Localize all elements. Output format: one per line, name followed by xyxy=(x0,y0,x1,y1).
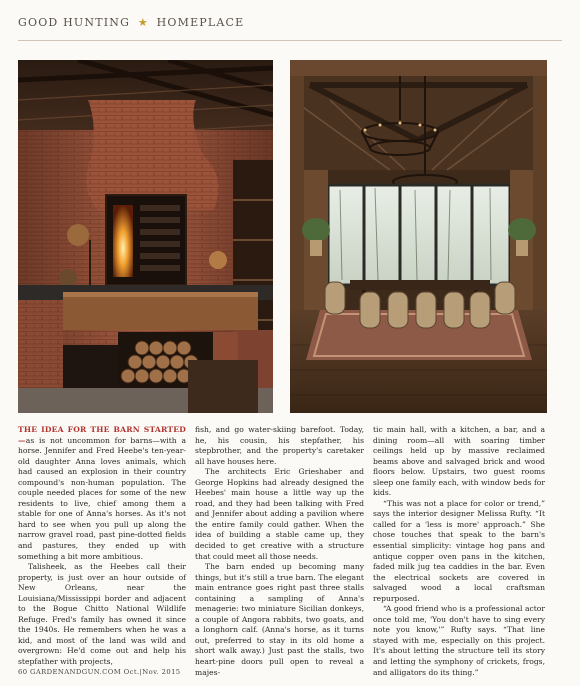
article-column-2 xyxy=(195,425,364,678)
page-footer xyxy=(18,668,181,676)
subsection-title: HOMEPLACE xyxy=(156,16,245,29)
article-column-3 xyxy=(373,425,545,678)
lead-in: THE IDEA FOR THE BARN STARTED— xyxy=(18,425,186,445)
article-paragraph xyxy=(18,425,186,562)
article-paragraph: “A good friend who is a professional actor once told me, 'You don't have to sing every note you know,'” Rufty says. “That line stayed with me, especially on this project. It's about letting the structure tell its story and letting the symphony of crickets, frogs, and alligators do its thing.” xyxy=(373,604,545,677)
paragraph-text: as is not uncommon for barns—with a horse. Jennifer and Fred Heebe's ten-year-old daughter Anna loves animals, which had caused an explosion in their country compound's non-human population. The couple needed places for some of the new residents to live, chief among them a stable for one of Anna's horses. As it's not hard to see when you pull up along the narrow gravel road, past pine-dotted fields and pastures, they ended up with something a bit more ambitious. xyxy=(18,435,186,561)
dining-hall-illustration xyxy=(290,60,547,413)
hearth-photo xyxy=(18,60,273,413)
article-paragraph: The architects Eric Grieshaber and George Hopkins had already designed the Heebes' main house a little way up the road, and they had been talking with Fred and Jennifer about adding a pavilion where the entire family could gather. When the idea of building a stable came up, they decided to get creative with a structure that could meet all those needs. xyxy=(195,467,364,561)
article-paragraph: “This was not a place for color or trend,” says the interior designer Melissa Rufty. “It called for a 'less is more' approach.” She chose touches that speak to the barn's essential simplicity: vintage hog pans and antique copper oven pans in the kitchen, faded milk jug tea caddies in the bar. Even the electrical sockets are covered in salvaged wood a local craftsman repurposed. xyxy=(373,498,545,603)
running-header xyxy=(18,16,244,29)
page-number: 60 xyxy=(18,668,28,676)
site-name: GARDENANDGUN.COM xyxy=(30,668,122,676)
star-icon: ★ xyxy=(137,16,149,29)
article-paragraph: tic main hall, with a kitchen, a bar, and a dining room—all with soaring timber ceilings held up by massive reclaimed beams above and salvaged brick and wood floors below. Upstairs, two guest rooms sleep one family each, with window beds for kids. xyxy=(373,425,545,498)
article-column-1 xyxy=(18,425,186,668)
section-title: GOOD HUNTING xyxy=(18,16,131,29)
issue-date: Oct.|Nov. 2015 xyxy=(123,668,181,676)
dining-hall-photo xyxy=(290,60,547,413)
article-paragraph: fish, and go water-skiing barefoot. Today, he, his cousin, his stepfather, his stepbrother, and the property's caretaker all have houses here. xyxy=(195,425,364,466)
header-divider xyxy=(18,40,562,41)
article-paragraph: Talisheek, as the Heebes call their property, is just over an hour outside of New Orleans, near the Louisiana/Mississippi border and adjacent to the Bogue Chitto National Wildlife Refuge. Fred's family has owned it since the 1940s. He remembers when he was a kid, and most of the land was wild and overgrown: He'd come out and help his stepfather with projects, xyxy=(18,562,186,667)
hearth-illustration xyxy=(18,60,273,413)
article-paragraph: The barn ended up becoming many things, but it's still a true barn. The elegant main entrance goes right past three stalls containing a sampling of Anna's menagerie: two miniature Sicilian donkeys, a couple of Angora rabbits, two goats, and a longhorn calf. (Anna's horse, as it turns out, preferred to stay in its old home a short walk away.) Just past the stalls, two heart-pine doors pull open to reveal a majes- xyxy=(195,562,364,677)
